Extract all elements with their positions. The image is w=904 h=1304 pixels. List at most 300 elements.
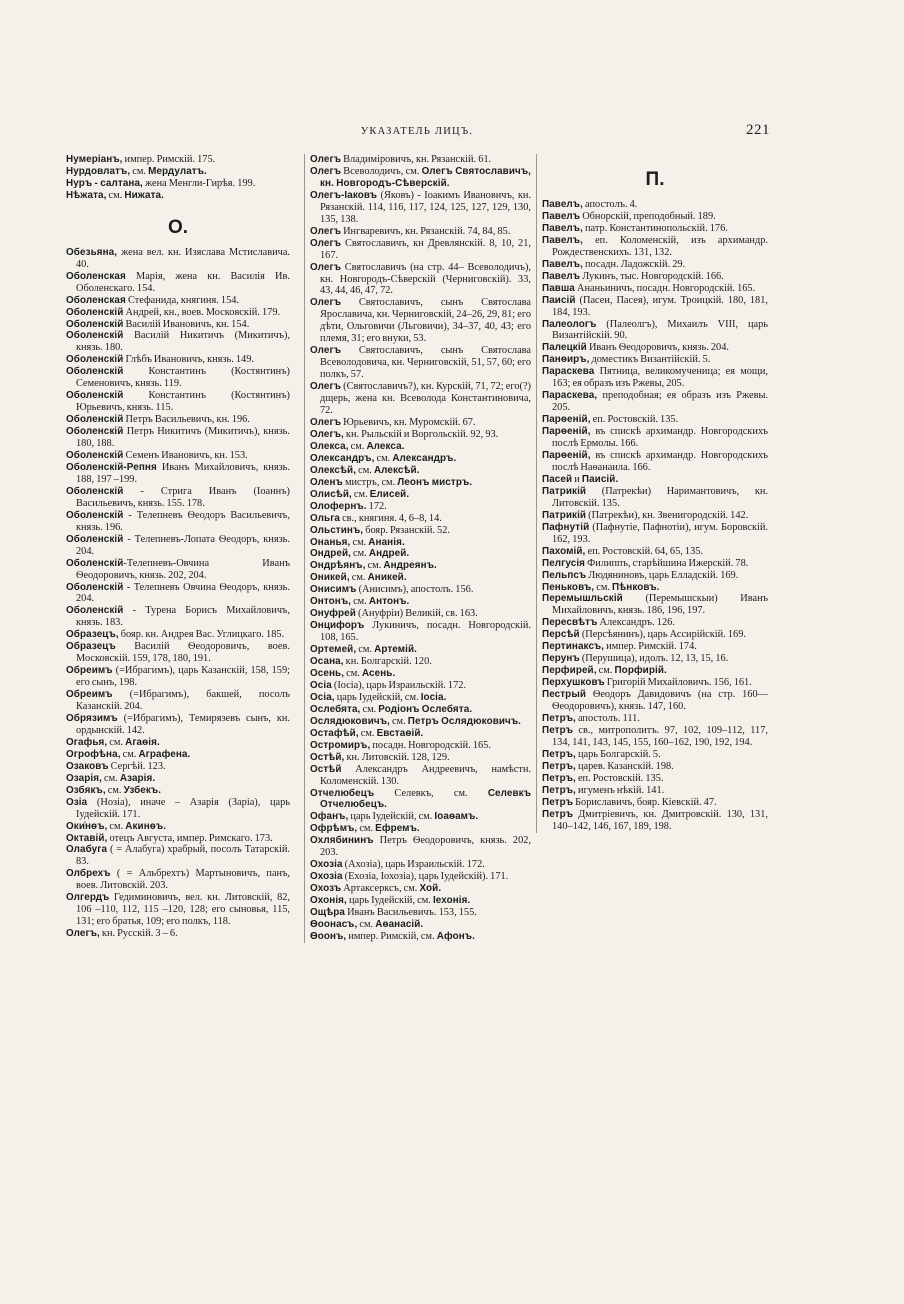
see-reference: Олегъ Святославичъ, кн. Новгородъ-Сѣверскій. — [320, 165, 532, 189]
index-entry — [310, 859, 531, 871]
entry-text: см. — [130, 165, 149, 177]
entry-headword: Олегъ — [310, 165, 341, 177]
entry-text: (Пасеи, Пасея), игум. Троицкій. 180, 181, 184, 193. — [552, 294, 768, 318]
index-entry — [66, 330, 290, 354]
index-entry — [66, 868, 290, 892]
index-entry — [542, 713, 768, 725]
entry-headword: Осіа — [310, 679, 332, 691]
index-entry — [542, 785, 768, 797]
entry-text: Александръ. 126. — [597, 617, 675, 629]
entry-text: - Телепневъ Ѳеодоръ Васильевичъ, князь. 196. — [76, 509, 290, 533]
entry-headword: Оболенскій — [66, 330, 124, 342]
index-entry — [66, 154, 290, 166]
entry-text: въ спискѣ архимандр. Новгородскихъ послѣ Ермолы. 166. — [552, 426, 768, 450]
entry-text: Обнорскій, преподобный. 189. — [580, 210, 716, 222]
entry-headword: Олегъ — [310, 261, 341, 273]
index-entry — [310, 919, 531, 931]
entry-headword: Ослебята, — [310, 703, 361, 715]
entry-headword: Онанья, — [310, 536, 351, 548]
entry-text: (Ехозіа, Іохозіа), царь Іудейскій). 171. — [342, 871, 509, 883]
index-entry — [310, 297, 531, 345]
entry-headword: Пасей — [542, 473, 573, 485]
index-entry — [66, 426, 290, 450]
index-entry — [66, 773, 290, 785]
entry-text: см. — [594, 581, 613, 593]
entry-text: еп. Коломенскій, изъ архимандр. Рождественскихъ. 131, 132. — [552, 234, 768, 258]
entry-headword: Петръ, — [542, 712, 576, 724]
entry-text: Лукиничъ, посадн. Новгородскій. 108, 165. — [320, 620, 531, 644]
entry-text: Григорій Михайловичъ. 156, 161. — [604, 677, 752, 689]
index-entry — [310, 262, 531, 298]
entry-text: (Перушица), идолъ. 12, 13, 15, 16. — [579, 653, 729, 665]
index-entry — [542, 450, 768, 474]
entry-text: - Телепневъ-Лопата Ѳеодоръ, князь. 204. — [76, 533, 290, 557]
see-reference: Артемій. — [374, 644, 418, 656]
entry-headword: Ортемей, — [310, 644, 357, 656]
entry-headword: Пестрый — [542, 689, 587, 701]
index-entry — [542, 486, 768, 510]
entry-headword: Пельпсъ — [542, 569, 587, 581]
entry-headword: Оболенскій — [66, 414, 124, 426]
entry-headword: Олгердъ — [66, 892, 110, 904]
index-entry — [542, 414, 768, 426]
entry-text: Василій Ѳеодоровичъ, воев. Московскій. 159, 178, 180, 191. — [76, 641, 290, 665]
see-reference: Антонъ. — [368, 596, 410, 608]
entry-text: Стефанида, княгиня. 154. — [125, 294, 239, 306]
entry-text: см. — [107, 736, 126, 748]
entry-headword: Олегъ, — [310, 428, 344, 440]
entry-text: еп. Ростовскій. 135. — [575, 772, 664, 784]
index-entry — [542, 271, 768, 283]
entry-text: Константинъ (Костянтинъ) Семеновичъ, князь. 119. — [76, 366, 290, 390]
index-entry — [310, 728, 531, 740]
entry-text: см. — [350, 536, 369, 548]
entry-headword: Пафнутій — [542, 521, 590, 533]
entry-text: Василій Ивановичъ, кн. 154. — [123, 318, 250, 330]
index-entry — [66, 178, 290, 190]
entry-headword: Нуръ - салтана, — [66, 177, 143, 189]
entry-headword: Олексѣй, — [310, 464, 357, 476]
entry-headword: Остафѣй, — [310, 727, 359, 739]
entry-headword: Обреимъ — [66, 665, 113, 677]
entry-headword: Перфирей, — [542, 665, 597, 677]
entry-text: Юрьевичъ, кн. Муромскій. 67. — [341, 416, 476, 428]
entry-text: Ѳеодоръ Давидовичъ (на стр. 160—Ѳеодоровичъ), князь. 147, 160. — [552, 689, 768, 713]
entry-text: см. — [351, 488, 370, 500]
index-entry — [66, 450, 290, 462]
entry-text: Святославичъ, сынъ Святослава Ярославича, кн. Черниговскій, 24–26, 29, 81; его дѣти, Ольговичи (Льговичи), 34–37, 40, 43; его племя, 31; его внуки, 53. — [320, 297, 531, 345]
entry-headword: Озбякъ, — [66, 784, 106, 796]
index-entry — [66, 749, 290, 761]
entry-text: (=Ибрагимъ), бакшей, посолъ Казанскій. 204. — [76, 689, 290, 713]
entry-headword: Оболенскій — [66, 318, 124, 330]
see-reference: Іосіа. — [420, 691, 447, 703]
index-entry — [310, 883, 531, 895]
index-entry — [66, 534, 290, 558]
entry-headword: Петръ, — [542, 772, 576, 784]
entry-text: Владиміровичъ, кн. Рязанскій. 61. — [341, 154, 492, 165]
entry-headword: Олегъ — [310, 237, 341, 249]
section-letter: О. — [167, 216, 189, 238]
entry-text: бояр. Рязанскій. 52. — [363, 524, 450, 536]
entry-headword: Парѳеній, — [542, 414, 591, 426]
index-entry — [542, 582, 768, 594]
see-reference: Акинѳъ. — [125, 820, 167, 832]
index-entry — [310, 525, 531, 537]
entry-headword: Оболенскій — [66, 390, 124, 402]
index-entry — [542, 211, 768, 223]
see-reference: Елисей. — [369, 488, 410, 500]
index-entry — [310, 596, 531, 608]
entry-headword: Нумеріанъ, — [66, 154, 123, 165]
entry-headword: Озіа — [66, 796, 88, 808]
entry-headword: Павелъ, — [542, 258, 583, 270]
index-entry — [310, 572, 531, 584]
entry-text: см. — [349, 572, 368, 584]
index-entry — [310, 381, 531, 417]
page-header — [64, 122, 770, 142]
entry-headword: Оки̇нѳъ, — [66, 820, 108, 832]
index-entry — [542, 259, 768, 271]
entry-text: -Телепневъ-Овчина Иванъ Ѳеодоровичъ, князь. 202, 204. — [76, 557, 290, 581]
entry-text: - Стрига Иванъ (Іоаннъ) Васильевичъ, князь. 155. 178. — [76, 485, 290, 509]
index-column-2 — [304, 154, 531, 943]
entry-headword: Олегъ — [310, 345, 341, 357]
entry-text: см. — [106, 189, 125, 201]
index-entry — [542, 546, 768, 558]
entry-headword: Персѣй — [542, 629, 580, 641]
entry-headword: Парѳеній, — [542, 426, 591, 438]
entry-headword: Пересвѣтъ — [542, 617, 598, 629]
index-entry — [310, 811, 531, 823]
entry-text: см. — [365, 560, 384, 572]
entry-text: ( = Алабуга) храбрый, посолъ Татарскій. 83. — [76, 844, 290, 868]
see-reference: Мердулатъ. — [148, 165, 207, 177]
index-entry — [66, 319, 290, 331]
entry-text: см. — [348, 440, 367, 452]
entry-headword: Осіа, — [310, 691, 335, 703]
index-entry — [542, 295, 768, 319]
index-entry — [310, 489, 531, 501]
entry-text: (Патрекѣи) Наримантовичъ, кн. Литовскій. 135. — [552, 485, 768, 509]
entry-text: царь Іудейскій, см. — [346, 895, 433, 907]
entry-headword: Оболенскій — [66, 306, 124, 318]
entry-headword: Павелъ, — [542, 199, 583, 210]
see-reference: Петръ Ослядюковичъ. — [407, 715, 522, 727]
entry-text: посадн. Новгородскій. 165. — [370, 739, 491, 751]
see-reference: Ананія. — [368, 536, 405, 548]
entry-headword: Олекса, — [310, 440, 349, 452]
entry-headword: Оболенскій — [66, 450, 124, 462]
index-entry — [542, 665, 768, 677]
entry-text: см. — [356, 464, 374, 476]
entry-text: Семенъ Ивановичъ, кн. 153. — [123, 450, 248, 462]
entry-headword: Петръ — [542, 724, 574, 736]
index-entry — [310, 417, 531, 429]
entry-headword: Параскева — [542, 366, 595, 378]
index-entry — [310, 704, 531, 716]
entry-text: бояр. кн. Андрея Вас. Углицкаго. 185. — [118, 629, 285, 641]
index-entry — [310, 513, 531, 525]
index-entry — [542, 510, 768, 522]
entry-text: св., княгиня. 4, 6–8, 14. — [340, 512, 442, 524]
index-entry — [310, 823, 531, 835]
index-entry — [310, 560, 531, 572]
entry-text: Бориславичъ, бояр. Кіевскій. 47. — [573, 796, 717, 808]
index-entry — [310, 477, 531, 489]
entry-text: (=Ибрагимъ), царь Казанскій, 158, 159; его сынъ, 198. — [76, 665, 290, 689]
index-entry — [66, 797, 290, 821]
index-entry — [310, 429, 531, 441]
index-entry — [66, 605, 290, 629]
index-entry — [310, 764, 531, 788]
index-entry — [66, 190, 290, 202]
entry-headword: Огафья, — [66, 736, 108, 748]
entry-text: Селевкъ, см. — [374, 787, 488, 799]
entry-headword: Петръ — [542, 796, 574, 808]
index-entry — [542, 426, 768, 450]
see-reference: Іоаѳамъ. — [434, 811, 479, 823]
index-entry — [310, 154, 531, 166]
entry-headword: Нурдовлатъ, — [66, 165, 131, 177]
index-entry — [542, 319, 768, 343]
entry-text: импер. Римскій. 174. — [604, 641, 697, 653]
index-entry — [310, 537, 531, 549]
entry-headword: Офрѣмъ, — [310, 823, 358, 835]
entry-headword: Охозъ — [310, 883, 342, 895]
entry-headword: Охонія, — [310, 895, 347, 907]
entry-text: царь Іудейскій, см. — [334, 691, 421, 703]
entry-headword: Олисѣй, — [310, 488, 352, 500]
see-reference: Леонъ мистръ. — [397, 476, 473, 488]
index-entry — [310, 907, 531, 919]
entry-headword: Оболенскій — [66, 426, 124, 438]
see-reference: Агаѳія. — [125, 736, 160, 748]
entry-text: (Перемышскыи) Иванъ Михайловичъ, князь. 186, 196, 197. — [552, 593, 768, 617]
see-reference: Алекса. — [366, 440, 405, 452]
index-entry — [542, 773, 768, 785]
index-entry — [310, 895, 531, 907]
entry-text: - Телепневъ Овчина Ѳеодоръ, князь. 204. — [76, 581, 290, 605]
entry-text: (Іосіа), царь Израильскій. 172. — [331, 679, 467, 691]
see-reference: Родіонъ Ослебята. — [378, 703, 473, 715]
index-entry — [66, 833, 290, 845]
index-entry — [542, 593, 768, 617]
entry-headword: Павша — [542, 282, 575, 294]
see-reference: Александръ. — [392, 452, 457, 464]
entry-text: Гедиминовичъ, вел. кн. Литовскій, 82, 106 –110, 112, 115 –120, 128; его сыновья, 115, 131; его братья, 109; его полкъ, 118. — [76, 892, 290, 928]
index-entry — [66, 892, 290, 928]
entry-text: Пятница, великомученица; ея мощи, 163; ея образъ изъ Ржевы, 205. — [552, 366, 768, 390]
entry-headword: Отчелюбецъ — [310, 787, 375, 799]
page-number: 221 — [746, 122, 770, 138]
index-column-3 — [536, 154, 768, 833]
index-entry — [66, 390, 290, 414]
entry-text: игуменъ нѣкій. 141. — [575, 784, 665, 796]
entry-text: (Палеолгъ), Михаилъ VIII, царь Византійскій. 90. — [552, 318, 768, 342]
index-entry — [542, 354, 768, 366]
index-entry — [310, 465, 531, 477]
entry-text: см. — [107, 820, 126, 832]
index-entry — [310, 441, 531, 453]
see-reference: Андреянъ. — [383, 560, 437, 572]
index-entry — [542, 570, 768, 582]
entry-headword: Петръ, — [542, 784, 576, 796]
entry-headword: Оболенская — [66, 270, 126, 282]
entry-headword: Ондрѣянъ, — [310, 560, 366, 572]
entry-headword: Остѣй, — [310, 751, 345, 763]
see-reference: Андрей. — [368, 548, 410, 560]
entry-headword: Палецкій — [542, 342, 587, 354]
entry-text: посадн. Ладожскій. 29. — [582, 258, 686, 270]
index-entry — [542, 342, 768, 354]
entry-headword: Пахомій, — [542, 545, 586, 557]
index-entry — [310, 668, 531, 680]
entry-text: Петръ Васильевичъ, кн. 196. — [123, 414, 250, 426]
entry-text: Святославичъ, кн Древлянскій. 8, 10, 21, 167. — [320, 237, 531, 261]
index-entry — [66, 247, 290, 271]
index-entry — [542, 797, 768, 809]
entry-headword: Образецъ, — [66, 629, 119, 641]
entry-text: Святославичъ (на стр. 44– Всеволодичъ), кн. Новгородъ-Сѣверскій (Черниговскій). 33, 43, 44, 46, 47, 72. — [320, 261, 531, 297]
entry-headword: Осень, — [310, 667, 345, 679]
entry-headword: Павелъ, — [542, 234, 583, 246]
entry-headword: Ондрей, — [310, 548, 351, 560]
index-entry — [310, 238, 531, 262]
entry-headword: Перунъ — [542, 653, 580, 665]
index-entry — [66, 761, 290, 773]
entry-text: Василій Никитичъ (Микитичъ), князь. 180. — [76, 330, 290, 354]
index-entry — [542, 761, 768, 773]
index-entry — [66, 307, 290, 319]
index-entry — [310, 608, 531, 620]
entry-text: (Пафнутіе, Пафнотіи), игум. Боровскій. 162, 193. — [552, 521, 768, 545]
entry-text: см. — [360, 703, 379, 715]
entry-text: еп. Ростовскій. 64, 65, 135. — [585, 545, 704, 557]
entry-headword: Обрязимъ — [66, 712, 118, 724]
index-entry — [66, 844, 290, 868]
index-entry — [310, 226, 531, 238]
entry-headword: Олбрехъ — [66, 868, 111, 880]
entry-headword: Ѳоонъ, — [310, 930, 347, 942]
entry-text: мистръ, см. — [342, 476, 398, 488]
entry-headword: Ольга — [310, 512, 340, 524]
index-entry — [66, 558, 290, 582]
entry-text: см. — [357, 919, 376, 930]
index-entry — [66, 928, 290, 940]
index-entry — [66, 582, 290, 606]
entry-text: жена Менгли-Гирѣя. 199. — [142, 177, 256, 189]
see-reference: Нижата. — [124, 189, 164, 201]
index-entry — [310, 166, 531, 190]
see-reference: Селевкъ Отчелюбецъ. — [320, 787, 531, 811]
entry-headword: Онтонъ, — [310, 596, 351, 608]
see-reference: Асень. — [361, 667, 396, 679]
entry-headword: Ольстинъ, — [310, 524, 364, 536]
entry-text: Филиппъ, старѣйшина Ижерскій. 78. — [585, 557, 749, 569]
entry-text: (Ахозіа), царь Израильскій. 172. — [342, 859, 485, 871]
index-entry — [66, 486, 290, 510]
index-entry — [66, 366, 290, 390]
index-entry — [310, 931, 531, 943]
entry-headword: Оболенскій — [66, 354, 124, 366]
entry-text: 172. — [366, 500, 387, 512]
entry-text: импер. Римскій. 175. — [122, 154, 216, 165]
entry-headword: Озарія, — [66, 772, 102, 784]
see-reference: Аѳанасій. — [375, 919, 424, 930]
entry-text: Сергѣй. 123. — [108, 760, 166, 772]
index-entry — [66, 713, 290, 737]
index-entry — [310, 716, 531, 728]
entry-headword: Оболенскій — [66, 605, 124, 617]
index-entry — [310, 740, 531, 752]
entry-headword: Пелгусія — [542, 557, 586, 569]
entry-text: Андрей, кн., воев. Московскій. 179. — [123, 306, 281, 318]
entry-headword: Олегъ-Іаковъ — [310, 189, 378, 201]
entry-headword: Олегъ — [310, 381, 341, 393]
entry-headword: Оболенскій — [66, 509, 124, 521]
entry-headword: Олександръ, — [310, 452, 375, 464]
entry-text: (=Ибрагимъ), Темирязевъ сынъ, кн. ордынскій. 142. — [76, 712, 290, 736]
entry-headword: Оболенскій — [66, 533, 124, 545]
see-reference: Узбекъ. — [123, 784, 162, 796]
see-reference: Евстаѳій. — [376, 727, 424, 739]
entry-headword: Олофернъ. — [310, 500, 367, 512]
entry-text: Петръ Никитичъ (Микитичъ), князь. 180, 188. — [76, 426, 290, 450]
entry-headword: Пертинаксъ, — [542, 641, 605, 653]
entry-headword: Озаковъ — [66, 760, 109, 772]
entry-text: Артаксерксъ, см. — [341, 883, 420, 895]
index-entry — [542, 653, 768, 665]
entry-text: см. — [596, 665, 615, 677]
entry-text: см. — [356, 644, 375, 656]
entry-headword: Петръ, — [542, 748, 576, 760]
entry-headword: Оболенскій — [66, 366, 124, 378]
entry-text: (Нозіа), иначе – Азарія (Заріа), царь Іудейскій. 171. — [76, 796, 290, 820]
index-entry — [66, 665, 290, 689]
entry-text: Петръ Ѳеодоровичъ, князь. 202, 203. — [320, 835, 531, 859]
entry-text: (Анисимъ), апостолъ. 156. — [356, 584, 474, 596]
entry-text: см. — [389, 715, 408, 727]
entry-headword: Патрикій — [542, 485, 587, 497]
see-reference: Азарія. — [119, 772, 156, 784]
entry-headword: Патрикій — [542, 509, 587, 521]
index-entry — [66, 821, 290, 833]
entry-headword: Обезьяна, — [66, 246, 118, 258]
entry-text: см. — [374, 452, 393, 464]
index-entry — [66, 785, 290, 797]
entry-headword: Остѣй — [310, 763, 342, 775]
entry-text: см. — [120, 748, 139, 760]
entry-text: Ананьиничъ, посадн. Новгородскій. 165. — [574, 282, 756, 294]
entry-headword: Олегъ, — [66, 928, 100, 940]
index-entry — [542, 677, 768, 689]
index-entry — [542, 366, 768, 390]
index-entry — [66, 295, 290, 307]
index-entry — [310, 871, 531, 883]
entry-text: (Святославичъ?), кн. Курскій, 71, 72; его(?) дщерь, жена кн. Всеволода Константиновича, 72. — [320, 381, 531, 417]
entry-text: Иванъ Ѳеодоровичъ, князь. 204. — [586, 342, 729, 354]
entry-headword: Петръ — [542, 808, 574, 820]
entry-text: Лукинъ, тыс. Новгородскій. 166. — [580, 270, 724, 282]
entry-headword: Оболенскій — [66, 485, 124, 497]
entry-headword: Онисимъ — [310, 584, 357, 596]
entry-headword: Обреимъ — [66, 689, 113, 701]
entry-headword: Палеологъ — [542, 318, 597, 330]
entry-text: импер. Римскій, см. — [346, 930, 437, 942]
index-entry — [310, 453, 531, 465]
entry-headword: Оболенская — [66, 294, 126, 306]
